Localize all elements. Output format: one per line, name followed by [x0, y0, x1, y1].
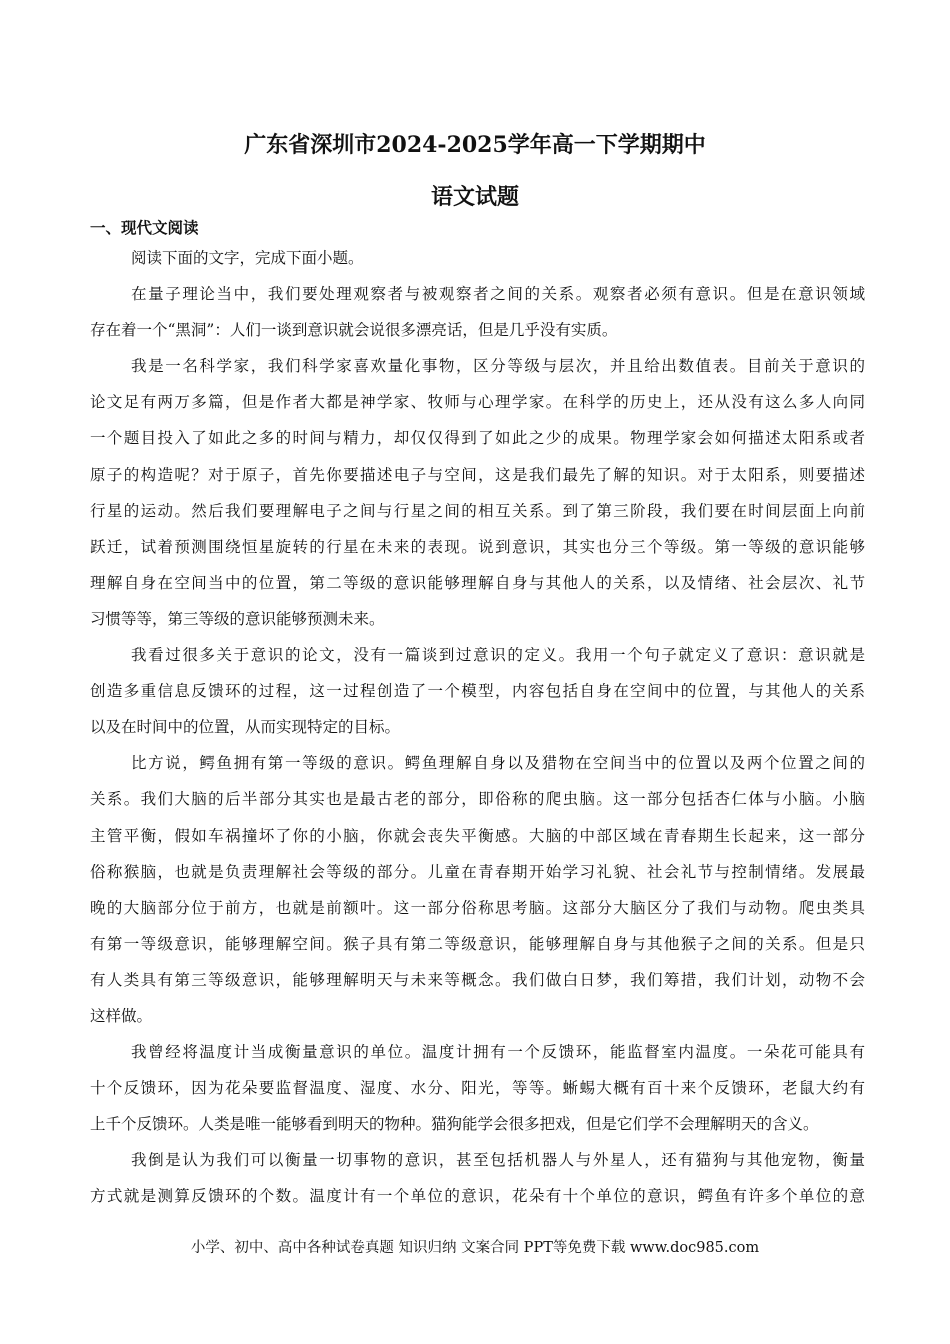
document-title: 广东省深圳市2024-2025学年高一下学期期中	[244, 132, 706, 158]
text-line: 晚的大脑部分位于前方，也就是前额叶。这一部分俗称思考脑。这部分大脑区分了我们与动物。爬虫类具	[90, 898, 865, 917]
paragraph-3	[90, 637, 865, 745]
document-subtitle: 语文试题	[430, 184, 519, 210]
text-line: 方式就是测算反馈环的个数。温度计有一个单位的意识，花朵有十个单位的意识，鳄鱼有许多个单位的意	[90, 1187, 865, 1206]
text-line: 我曾经将温度计当成衡量意识的单位。温度计拥有一个反馈环，能监督室内温度。一朵花可能具有	[131, 1043, 865, 1062]
paragraph-5	[90, 1034, 865, 1142]
text-line: 有第一等级意识，能够理解空间。猴子具有第二等级意识，能够理解自身与其他猴子之间的关系。但是只	[90, 934, 865, 953]
text-line: 行星的运动。然后我们要理解电子之间与行星之间的相互关系。到了第三阶段，我们要在时间层面上向前	[90, 501, 865, 520]
text-line: 习惯等等，第三等级的意识能够预测未来。	[90, 609, 385, 628]
paragraph-4	[90, 745, 865, 1034]
text-line: 跃迁，试着预测围绕恒星旋转的行星在未来的表现。说到意识，其实也分三个等级。第一等级的意识能够	[90, 537, 865, 556]
text-line: 有人类具有第三等级意识，能够理解明天与未来等概念。我们做白日梦，我们筹措，我们计划，动物不会	[90, 970, 865, 989]
text-line: 在量子理论当中，我们要处理观察者与被观察者之间的关系。观察者必须有意识。但是在意识领域	[131, 285, 865, 304]
article-body	[90, 240, 865, 1215]
text-line: 创造多重信息反馈环的过程，这一过程创造了一个模型，内容包括自身在空间中的位置，与其他人的关系	[90, 682, 865, 701]
intro-line: 阅读下面的文字，完成下面小题。	[131, 249, 364, 267]
page-footer: 小学、初中、高中各种试卷真题 知识归纳 文案合同 PPT等免费下载 www.doc985.com	[190, 1240, 760, 1256]
text-line: 原子的构造呢？对于原子，首先你要描述电子与空间，这是我们最先了解的知识。对于太阳系，则要描述	[90, 465, 865, 484]
paragraph-2	[90, 348, 865, 637]
text-line: 一个题目投入了如此之多的时间与精力，却仅仅得到了如此之少的成果。物理学家会如何描述太阳系或者	[90, 429, 865, 448]
text-line: 论文足有两万多篇，但是作者大都是神学家、牧师与心理学家。在科学的历史上，还从没有这么多人向同	[90, 393, 865, 412]
text-line: 我倒是认为我们可以衡量一切事物的意识，甚至包括机器人与外星人，还有猫狗与其他宠物，衡量	[131, 1151, 865, 1170]
text-line: 我是一名科学家，我们科学家喜欢量化事物，区分等级与层次，并且给出数值表。目前关于意识的	[131, 357, 865, 376]
section-heading: 一、现代文阅读	[90, 218, 199, 237]
text-line: 上千个反馈环。人类是唯一能够看到明天的物种。猫狗能学会很多把戏，但是它们学不会理解明天的含义。	[90, 1115, 819, 1134]
text-line: 主管平衡，假如车祸撞坏了你的小脑，你就会丧失平衡感。大脑的中部区域在青春期生长起来，这一部分	[90, 826, 865, 845]
text-line: 以及在时间中的位置，从而实现特定的目标。	[90, 718, 401, 737]
paragraph-1	[90, 276, 865, 348]
text-line: 我看过很多关于意识的论文，没有一篇谈到过意识的定义。我用一个句子就定义了意识：意识就是	[131, 646, 865, 665]
text-line: 十个反馈环，因为花朵要监督温度、湿度、水分、阳光，等等。蜥蜴大概有百十来个反馈环，老鼠大约有	[90, 1079, 865, 1098]
intro-paragraph	[90, 240, 865, 276]
paragraph-6	[90, 1142, 865, 1214]
text-line: 这样做。	[90, 1006, 153, 1025]
text-line: 理解自身在空间当中的位置，第二等级的意识能够理解自身与其他人的关系，以及情绪、社会层次、礼节	[90, 573, 865, 592]
text-line: 比方说，鳄鱼拥有第一等级的意识。鳄鱼理解自身以及猎物在空间当中的位置以及两个位置之间的	[131, 754, 865, 773]
text-line: 俗称猴脑，也就是负责理解社会等级的部分。儿童在青春期开始学习礼貌、社会礼节与控制情绪。发展最	[90, 862, 865, 881]
text-line: 关系。我们大脑的后半部分其实也是最古老的部分，即俗称的爬虫脑。这一部分包括杏仁体与小脑。小脑	[90, 790, 865, 809]
text-line: 存在着一个“黑洞”：人们一谈到意识就会说很多漂亮话，但是几乎没有实质。	[90, 321, 618, 340]
